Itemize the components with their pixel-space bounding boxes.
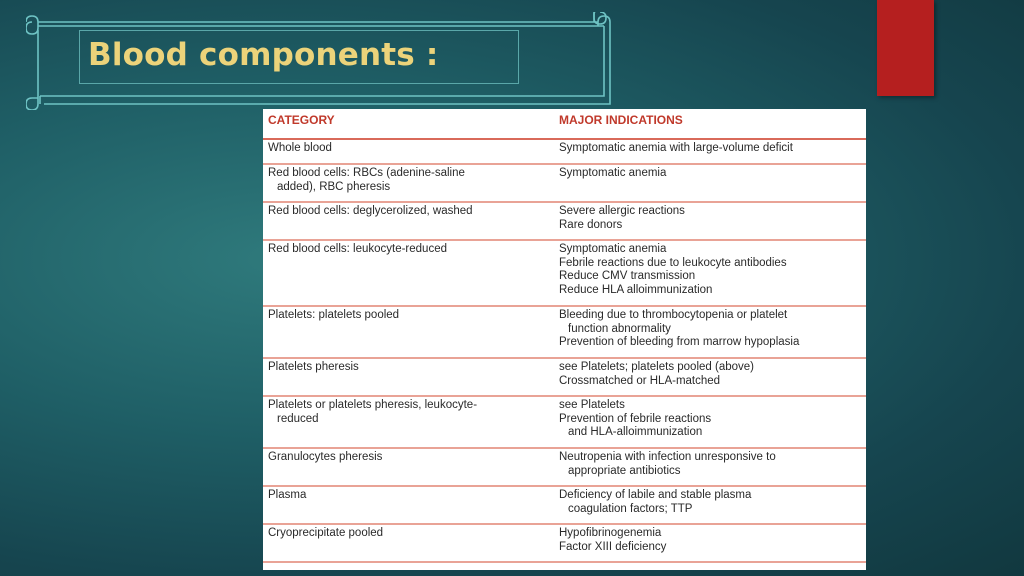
indication-line: Febrile reactions due to leukocyte antibodies [559, 256, 787, 269]
indication-line: Symptomatic anemia [559, 243, 667, 255]
category-cell [263, 202, 554, 240]
indication-line: and HLA-alloimmunization [568, 426, 703, 439]
table-row [263, 202, 866, 240]
indication-line: Prevention of bleeding from marrow hypoplasia [559, 336, 800, 349]
category-line: Plasma [268, 489, 307, 501]
indications-cell [554, 202, 866, 240]
indication-line: see Platelets [559, 399, 625, 411]
category-line: Red blood cells: deglycerolized, washed [268, 205, 473, 217]
indication-line: Crossmatched or HLA-matched [559, 374, 721, 387]
table-row [263, 358, 866, 396]
indication-line: appropriate antibiotics [568, 464, 681, 477]
category-line: Whole blood [268, 142, 332, 154]
indication-line: Hypofibrinogenemia [559, 527, 662, 539]
indication-line: coagulation factors; TTP [568, 502, 693, 515]
table-row [263, 164, 866, 202]
indication-line: Symptomatic anemia with large-volume deficit [559, 142, 793, 154]
indications-cell [554, 240, 866, 306]
category-cell [263, 448, 554, 486]
indications-cell [554, 396, 866, 448]
category-cell [263, 306, 554, 358]
category-line: Red blood cells: leukocyte-reduced [268, 243, 447, 255]
indication-line: Reduce HLA alloimmunization [559, 283, 713, 296]
column-header-indications: MAJOR INDICATIONS [554, 113, 866, 139]
table-header-row [263, 113, 866, 139]
category-cell [263, 396, 554, 448]
category-cell [263, 524, 554, 562]
indication-line: function abnormality [568, 322, 671, 335]
category-line: Granulocytes pheresis [268, 451, 383, 463]
indication-line: Symptomatic anemia [559, 167, 667, 179]
category-line: Platelets pheresis [268, 361, 359, 373]
category-cell [263, 486, 554, 524]
table-row [263, 448, 866, 486]
indications-cell [554, 139, 866, 164]
indication-line: Prevention of febrile reactions [559, 412, 712, 425]
indications-cell [554, 306, 866, 358]
category-cell [263, 164, 554, 202]
title-box [79, 30, 519, 84]
category-cell [263, 358, 554, 396]
indications-cell [554, 164, 866, 202]
table-row [263, 486, 866, 524]
indication-line: Reduce CMV transmission [559, 270, 696, 283]
category-line: added), RBC pheresis [277, 180, 391, 193]
page-title: Blood components : [88, 37, 439, 73]
category-cell [263, 240, 554, 306]
indications-cell [554, 448, 866, 486]
indications-cell [554, 486, 866, 524]
indication-line: Neutropenia with infection unresponsive to [559, 451, 776, 463]
table-row [263, 240, 866, 306]
category-line: Platelets: platelets pooled [268, 309, 400, 321]
category-line: Platelets or platelets pheresis, leukocyte- [268, 399, 478, 411]
indications-cell [554, 358, 866, 396]
column-header-category: CATEGORY [263, 113, 554, 139]
indication-line: Severe allergic reactions [559, 205, 685, 217]
category-line: Cryoprecipitate pooled [268, 527, 384, 539]
indication-line: see Platelets; platelets pooled (above) [559, 361, 754, 373]
table-row [263, 306, 866, 358]
indication-line: Bleeding due to thrombocytopenia or platelet [559, 309, 788, 321]
blood-components-table [263, 113, 866, 563]
table-row [263, 524, 866, 562]
table-row [263, 139, 866, 164]
indication-line: Factor XIII deficiency [559, 540, 667, 553]
category-cell [263, 139, 554, 164]
indication-line: Deficiency of labile and stable plasma [559, 489, 752, 501]
indication-line: Rare donors [559, 218, 623, 231]
indications-cell [554, 524, 866, 562]
red-accent-bar [877, 0, 934, 96]
category-line: reduced [277, 412, 319, 425]
table-row [263, 396, 866, 448]
category-line: Red blood cells: RBCs (adenine-saline [268, 167, 465, 179]
blood-components-table-image [263, 109, 866, 570]
